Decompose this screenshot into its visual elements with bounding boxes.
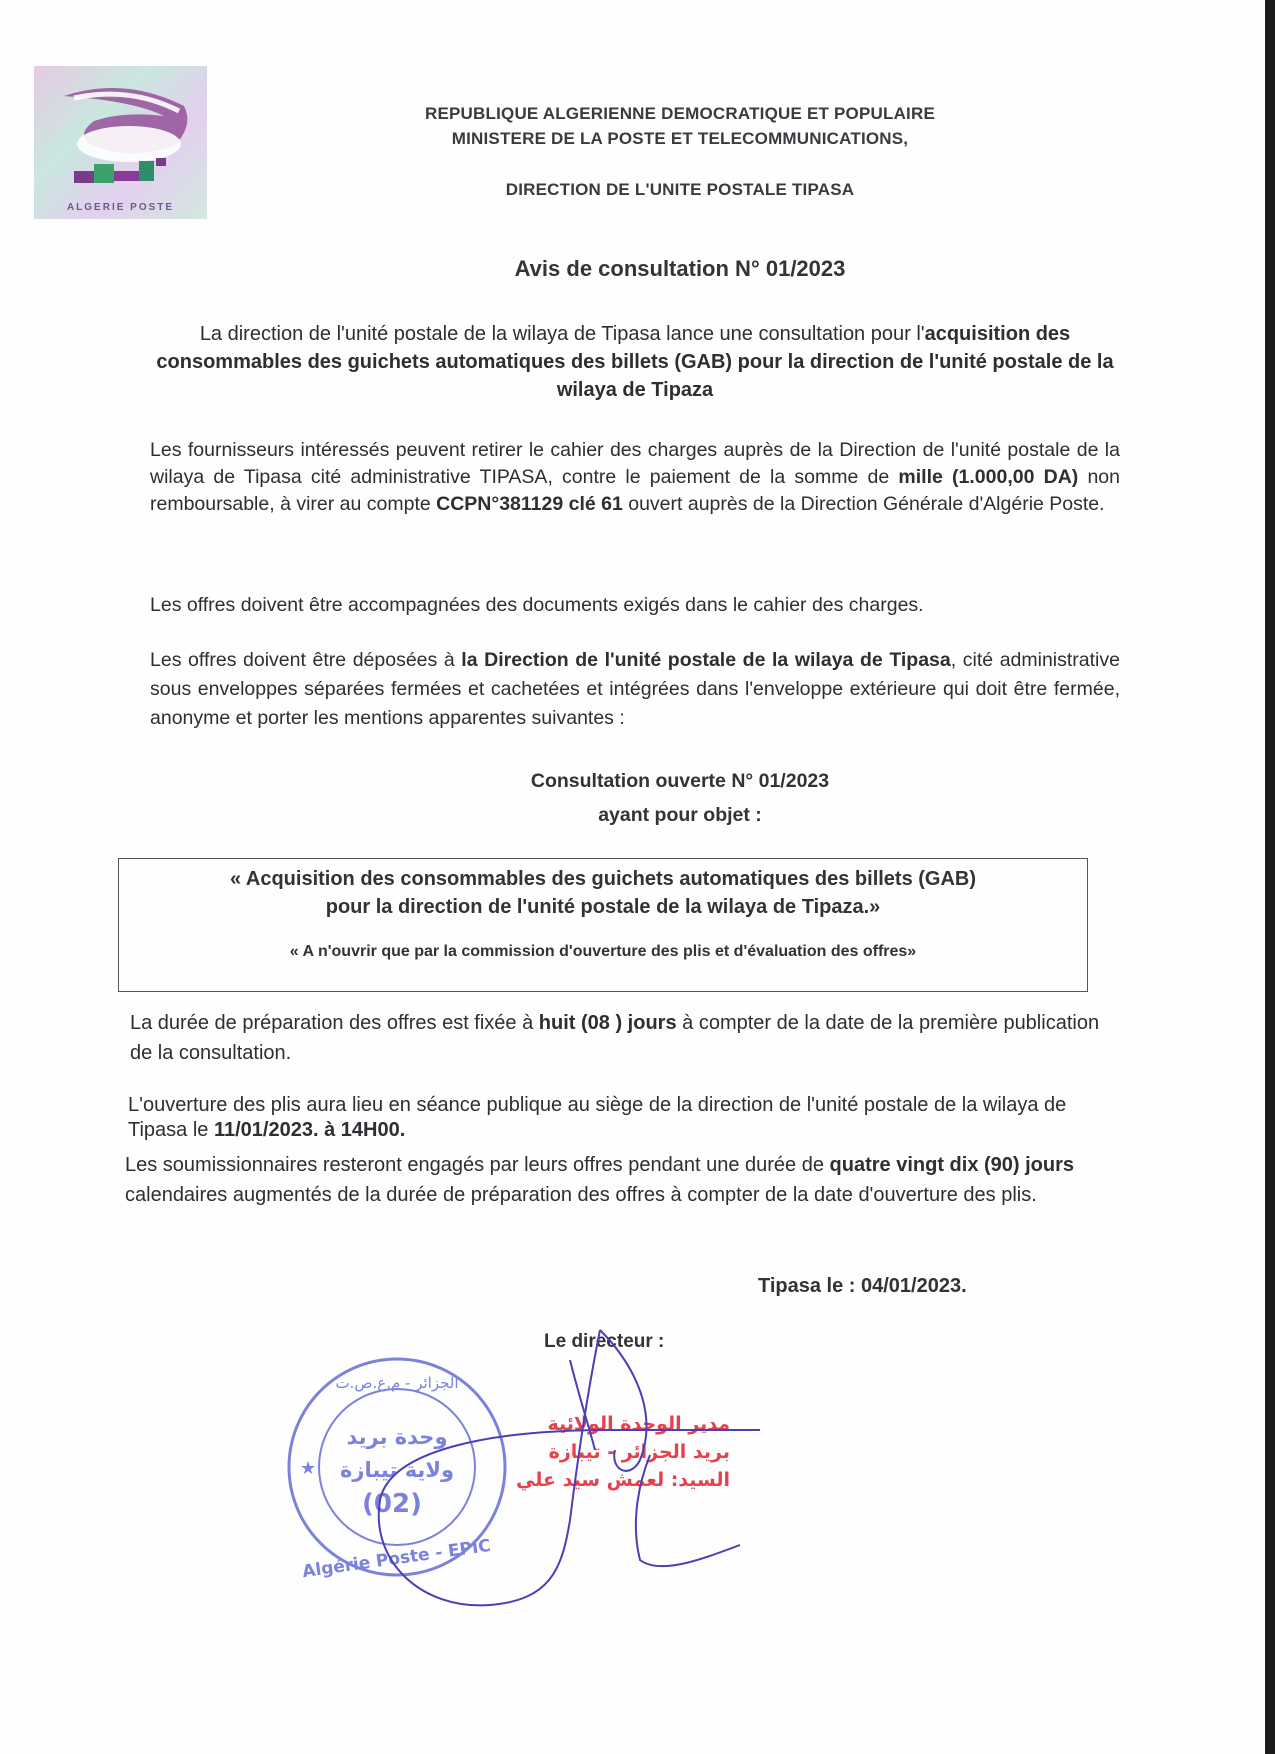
engagement-duration: quatre vingt dix (90) jours (829, 1154, 1075, 1176)
cahier-text-2: non remboursable, à virer au compte (150, 466, 1120, 515)
box-line-1: « Acquisition des consommables des guichets automatiques des billets (GAB) (229, 868, 977, 890)
svg-text:★: ★ (300, 1458, 317, 1479)
ouverture-paragraph (128, 1093, 1118, 1143)
page-title: Avis de consultation N° 01/2023 (514, 256, 846, 281)
ouverture-datetime: 11/01/2023. à 14H00. (213, 1119, 406, 1141)
cahier-amount: mille (1.000,00 DA) (898, 466, 1079, 488)
box-line-3: « A n'ouvrir que par la commission d'ouverture des plis et d'évaluation des offres» (289, 943, 917, 960)
engagement-paragraph (125, 1150, 1095, 1210)
box-line-2: pour la direction de l'unité postale de la wilaya de Tipaza.» (325, 896, 881, 918)
stamp-inner-3: (02) (362, 1489, 422, 1519)
depot-text: Les offres doivent être déposées à (150, 649, 462, 671)
duree-text-2: à compter de la date de la première publication de la consultation. (130, 1012, 1100, 1064)
box-object (119, 865, 1087, 921)
header-direction: DIRECTION DE L'UNITE POSTALE TIPASA (505, 180, 855, 199)
cahier-text: Les fournisseurs intéressés peuvent retirer le cahier des charges auprès de la Direction de l'unité postale de la wilaya de Tipasa cité administrative TIPASA, contre le paiement de la somme de (150, 439, 1120, 488)
duree-text: La durée de préparation des offres est fixée à (130, 1012, 539, 1034)
documents-paragraph: Les offres doivent être accompagnées des documents exigés dans le cahier des charges. (150, 594, 924, 616)
depot-paragraph (150, 646, 1120, 733)
ouverture-text: L'ouverture des plis aura lieu en séance publique au siège de la direction de l'unité postale de la wilaya de Tipasa le (128, 1094, 1067, 1141)
cahier-account: CCPN°381129 clé 61 (436, 493, 623, 515)
red-stamp-line-1: مدير الوحدة الولائية (547, 1413, 730, 1435)
header-republic: REPUBLIQUE ALGERIENNE DEMOCRATIQUE ET POPULAIRE (425, 104, 935, 123)
logo-swoosh-icon (34, 66, 207, 219)
signatory-label: Le directeur : (544, 1331, 665, 1352)
stamp-outer-bottom: Algérie Poste - EPIC (301, 1535, 493, 1582)
objet-label: ayant pour objet : (598, 804, 762, 826)
depot-text-2: , cité administrative sous enveloppes séparées fermées et cachetées et intégrées dans l'enveloppe extérieure qui doit être fermée, anonyme et porter les mentions apparentes suivantes : (150, 649, 1120, 729)
stamp-inner-2: ولاية تيبازة (339, 1458, 455, 1482)
scan-edge (1265, 0, 1275, 1754)
cahier-paragraph (150, 437, 1120, 518)
duree-days: huit (08 ) jours (538, 1012, 677, 1034)
signature-icon (340, 1320, 760, 1620)
envelope-mention-box (118, 858, 1088, 992)
engagement-text-2: calendaires augmentés de la durée de préparation des offres à compter de la date d'ouverture des plis. (125, 1184, 1037, 1206)
red-stamp-line-2: بريد الجزائر - تيبازة (548, 1441, 730, 1463)
engagement-text: Les soumissionnaires resteront engagés par leurs offres pendant une durée de (125, 1154, 830, 1176)
header-ministry: MINISTERE DE LA POSTE ET TELECOMMUNICATIONS, (451, 129, 909, 148)
intro-object: acquisition des consommables des guichets automatiques des billets (GAB) pour la direction de l'unité postale de la wilaya de Tipaza (156, 323, 1114, 401)
duree-paragraph (130, 1008, 1100, 1068)
stamp-inner-1: وحدة بريد (346, 1425, 448, 1449)
intro-text: La direction de l'unité postale de la wilaya de Tipasa lance une consultation pour l' (199, 323, 925, 345)
intro-paragraph (150, 320, 1120, 404)
place-date: Tipasa le : 04/01/2023. (758, 1275, 967, 1297)
depot-location: la Direction de l'unité postale de la wilaya de Tipasa (461, 649, 951, 671)
algerie-poste-logo (34, 66, 207, 219)
stamp-outer-top: الجزائر - م.ع.ص.ت (335, 1374, 459, 1392)
cahier-text-3: ouvert auprès de la Direction Générale d'Algérie Poste. (622, 493, 1105, 515)
logo-text: ALGERIE POSTE (66, 202, 175, 213)
consultation-label: Consultation ouverte N° 01/2023 (530, 770, 830, 792)
red-stamp-line-3: السيد: لعمش سيد علي (516, 1469, 730, 1491)
